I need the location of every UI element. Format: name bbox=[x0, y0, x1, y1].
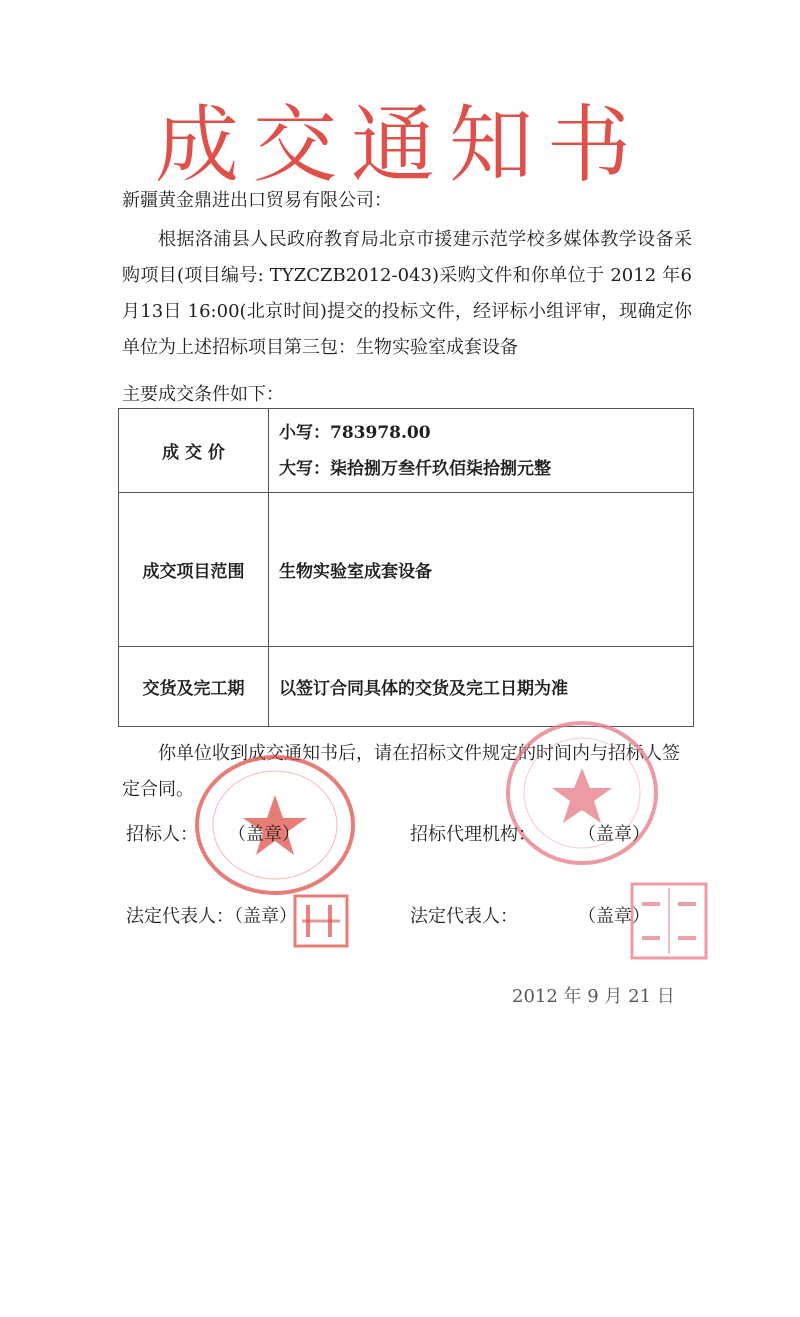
delivery-label: 交货及完工期 bbox=[119, 647, 269, 727]
table-row bbox=[119, 409, 694, 493]
document-date: 2012 年 9 月 21 日 bbox=[512, 986, 675, 1007]
table-row bbox=[119, 647, 694, 727]
legal-rep-right-seal-text: （盖章） bbox=[578, 906, 650, 927]
table-row bbox=[119, 493, 694, 647]
scope-label: 成交项目范围 bbox=[119, 493, 269, 647]
price-label: 成 交 价 bbox=[119, 409, 269, 493]
terms-table bbox=[118, 408, 694, 727]
agency-label: 招标代理机构： bbox=[410, 824, 536, 845]
legal-rep-right: 法定代表人： bbox=[410, 906, 518, 927]
delivery-value: 以签订合同具体的交货及完工日期为准 bbox=[269, 647, 694, 727]
tenderer-seal-text: （盖章） bbox=[228, 824, 300, 845]
price-value bbox=[269, 409, 694, 493]
body-paragraph: 根据洛浦县人民政府教育局北京市援建示范学校多媒体教学设备采购项目(项目编号: TYZCZB2012-043)采购文件和你单位于 2012 年6月13日 16:00(北京时间)提交的投标文件，经评标小组评审，现确定你单位为上述招标项目第三包：生物实验室成套设备 bbox=[122, 229, 692, 358]
price-upper: 大写：柒拾捌万叁仟玖佰柒拾捌元整 bbox=[279, 458, 551, 479]
legal-rep-left: 法定代表人：（盖章） bbox=[126, 906, 297, 927]
scope-value: 生物实验室成套设备 bbox=[269, 493, 694, 647]
conditions-intro: 主要成交条件如下： bbox=[122, 384, 284, 405]
closing-paragraph: 你单位收到成交通知书后，请在招标文件规定的时间内与招标人签定合同。 bbox=[122, 743, 680, 800]
addressee: 新疆黄金鼎进出口贸易有限公司： bbox=[122, 190, 392, 211]
price-lower: 小写：783978.00 bbox=[279, 422, 431, 443]
personal-seal-left bbox=[292, 893, 350, 949]
document-title: 成交通知书 bbox=[154, 96, 645, 194]
agency-seal-text: （盖章） bbox=[578, 824, 650, 845]
tenderer-label: 招标人： bbox=[126, 824, 198, 845]
